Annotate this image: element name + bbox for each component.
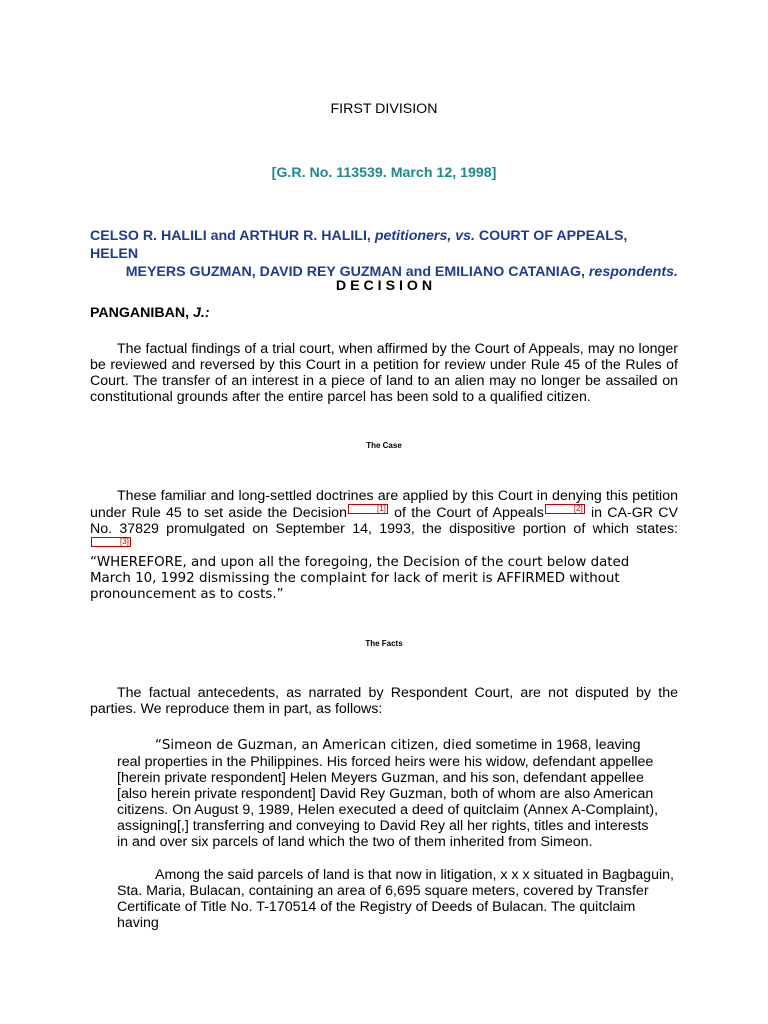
footnote-link-3[interactable]: [3] [91,537,131,547]
case-text-2: of the Court of Appeals [388,505,544,521]
section-heading-case: The Case [366,441,402,450]
respondents-names: MEYERS GUZMAN, DAVID REY GUZMAN and EMILIANO CATANIAG, [125,264,585,280]
facts-quote-body: sometime in 1968, leaving real properties in the Philippines. His forced heirs were his widow, defendant appellee [herein private respondent] Helen Meyers Guzman, and his son, defendant appellee [also herein private respondent] David Rey Guzman, both of whom are also American citizens. On August 9, 1989, Helen executed a deed of quitclaim (Annex A-Complaint), assigning[,] transferring and conveying to David Rey all her rights, titles and interests in and over six parcels of land which the two of them inherited from Simeon. [117,737,659,850]
ponente-name: PANGANIBAN, [90,305,190,321]
section-heading-facts: The Facts [365,639,403,648]
decision-title: D E C I S I O N [335,278,433,294]
parties-line-1 [90,227,678,263]
petitioners-role: petitioners, vs. [374,228,475,244]
case-parties [90,227,678,281]
respondents-role: respondents. [588,264,678,280]
ponente [90,305,210,321]
petitioners-names: CELSO R. HALILI and ARTHUR R. HALILI, [90,228,371,244]
facts-quote-paragraph [117,737,662,850]
facts-quote-paragraph-2: Among the said parcels of land is that now in litigation, x x x situated in Bagbaguin, Sta. Maria, Bulacan, containing an area of 6,695 square meters, covered by Transfer Certificate of Title No. T-170514 of the Registry of Deeds of Bulacan. The quitclaim having [117,867,674,931]
facts-quote-opening: “Simeon de Guzman, an American citizen, died [155,738,472,753]
intro-paragraph: The factual findings of a trial court, when affirmed by the Court of Appeals, may no longer be reviewed and reversed by this Court in a petition for review under Rule 45 of the Rules of Court. The transfer of an interest in a piece of land to an alien may no longer be assailed on constitutional grounds after the entire parcel has been sold to a qualified citizen. [90,341,678,405]
case-paragraph [90,488,678,554]
respondent-court: COURT OF APPEALS, HELEN [90,228,628,262]
case-number: [G.R. No. 113539. March 12, 1998] [271,165,497,181]
division-heading: FIRST DIVISION [330,101,438,117]
case-text-3: in CA-GR CV No. 37829 promulgated on September 14, 1993, the dispositive portion of which states: [90,505,679,537]
footnote-link-2[interactable]: [2] [545,504,585,514]
facts-intro-paragraph: The factual antecedents, as narrated by Respondent Court, are not disputed by the parties. We reproduce them in part, as follows: [90,685,678,717]
case-text-1: These familiar and long-settled doctrines are applied by this Court in denying this petition under Rule 45 to set aside the Decision [90,488,678,521]
ponente-suffix: J.: [193,305,210,321]
dispositive-quote: “WHEREFORE, and upon all the foregoing, the Decision of the court below dated March 10, 1992 dismissing the complaint for lack of merit is AFFIRMED without pronouncement as to costs.” [90,555,630,602]
footnote-link-1[interactable]: [1] [348,504,388,514]
